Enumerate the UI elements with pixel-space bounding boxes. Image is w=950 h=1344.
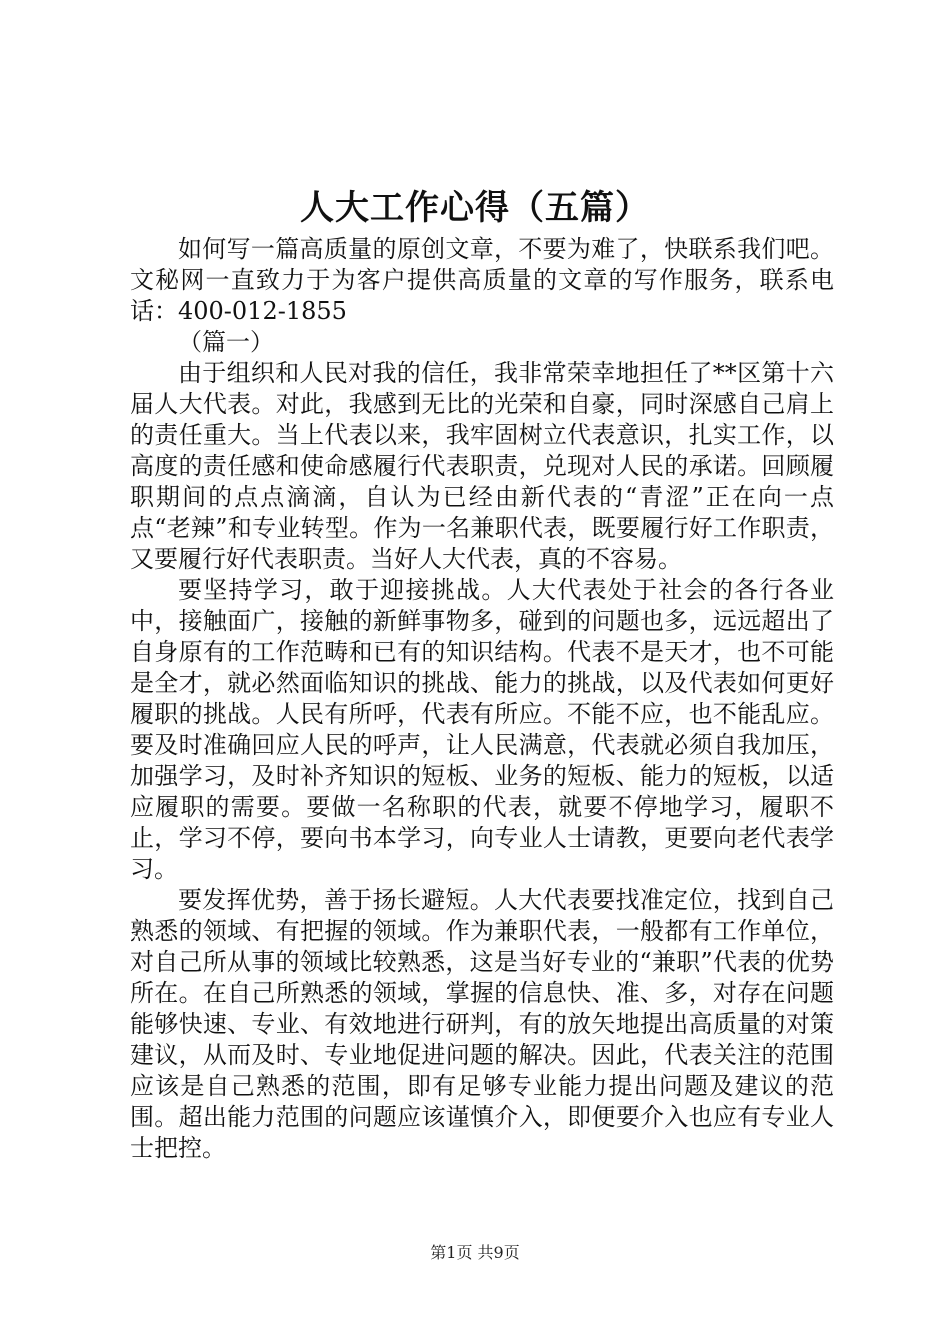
intro-paragraph: 如何写一篇高质量的原创文章，不要为难了，快联系我们吧。文秘网一直致力于为客户提供高质量的文章的写作服务，联系电话：400-012-1855	[130, 235, 834, 325]
body-paragraph: 要发挥优势，善于扬长避短。人大代表要找准定位，找到自己熟悉的领域、有把握的领域。作为兼职代表，一般都有工作单位，对自己所从事的领域比较熟悉，这是当好专业的“兼职”代表的优势所在。在自己所熟悉的领域，掌握的信息快、准、多，对存在问题能够快速、专业、有效地进行研判，有的放矢地提出高质量的对策建议，从而及时、专业地促进问题的解决。因此，代表关注的范围应该是自己熟悉的范围，即有足够专业能力提出问题及建议的范围。超出能力范围的问题应该谨慎介入，即便要介入也应有专业人士把控。	[130, 886, 834, 1162]
body-paragraph: 要坚持学习，敢于迎接挑战。人大代表处于社会的各行各业中，接触面广，接触的新鲜事物多，碰到的问题也多，远远超出了自身原有的工作范畴和已有的知识结构。代表不是天才，也不可能是全才，就必然面临知识的挑战、能力的挑战，以及代表如何更好履职的挑战。人民有所呼，代表有所应。不能不应，也不能乱应。要及时准确回应人民的呼声，让人民满意，代表就必须自我加压，加强学习，及时补齐知识的短板、业务的短板、能力的短板，以适应履职的需要。要做一名称职的代表，就要不停地学习，履职不止，学习不停，要向书本学习，向专业人士请教，更要向老代表学习。	[130, 576, 834, 883]
section-heading: （篇一）	[178, 328, 274, 356]
document-title: 人大工作心得（五篇）	[300, 188, 650, 228]
document-body	[130, 234, 834, 1164]
page-number-footer: 第1页 共9页	[430, 1243, 520, 1262]
body-paragraph: 由于组织和人民对我的信任，我非常荣幸地担任了**区第十六届人大代表。对此，我感到无比的光荣和自豪，同时深感自己肩上的责任重大。当上代表以来，我牢固树立代表意识，扎实工作，以高度的责任感和使命感履行代表职责，兑现对人民的承诺。回顾履职期间的点点滴滴，自认为已经由新代表的“青涩”正在向一点点“老辣”和专业转型。作为一名兼职代表，既要履行好工作职责，又要履行好代表职责。当好人大代表，真的不容易。	[130, 359, 834, 573]
